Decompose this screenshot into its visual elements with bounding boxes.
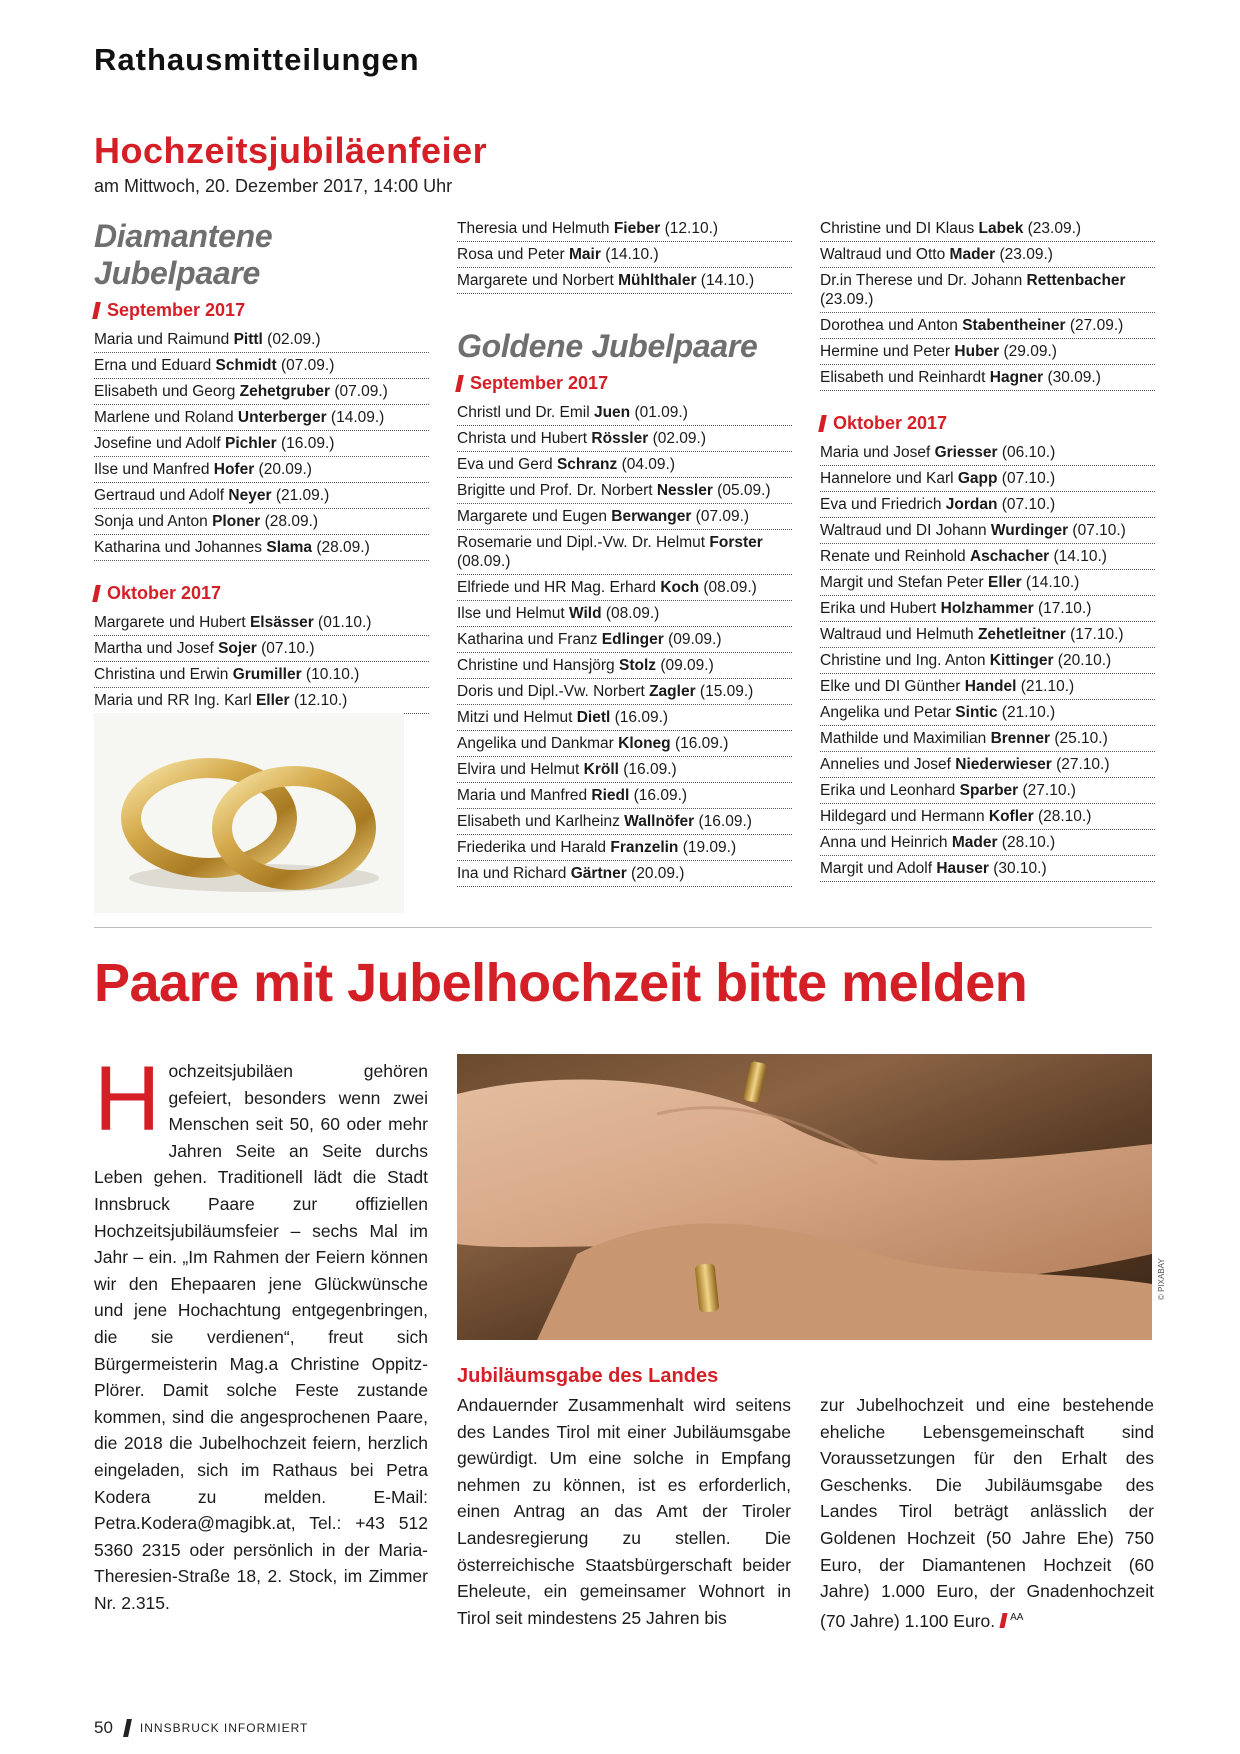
month-heading: September 2017 <box>457 373 792 394</box>
author-initials: AA <box>1010 1611 1024 1623</box>
article-title: Paare mit Jubelhochzeit bitte melden <box>94 953 1028 1013</box>
couple-entry: Rosa und Peter Mair (14.10.) <box>457 242 792 268</box>
couple-entry: Christine und Ing. Anton Kittinger (20.10.) <box>820 648 1155 674</box>
red-bar-icon <box>92 302 101 319</box>
column-middle <box>457 216 792 887</box>
couple-entry: Maria und RR Ing. Karl Eller (12.10.) <box>94 688 429 714</box>
page-footer <box>94 1718 308 1738</box>
section-label: Rathausmitteilungen <box>94 42 420 77</box>
couple-entry: Theresia und Helmuth Fieber (12.10.) <box>457 216 792 242</box>
couple-entry: Waltraud und Otto Mader (23.09.) <box>820 242 1155 268</box>
couple-entry: Elfriede und HR Mag. Erhard Koch (08.09.) <box>457 575 792 601</box>
couple-entry: Friederika und Harald Franzelin (19.09.) <box>457 835 792 861</box>
divider <box>94 927 1152 928</box>
article-body-mid: Andauernder Zusammenhalt wird seitens des Landes Tirol mit einer Jubiläumsgabe gewürdigt. Um eine solche in Empfang nehmen zu können, ist es erforderlich, einen Antrag an das Amt der Tiroler Landesregierung zu stellen. Die österreichische Staatsbürgerschaft beider Eheleute, ein gemeinsamer Wohnort in Tirol seit mindestens 25 Jahren bis <box>457 1395 791 1628</box>
couple-entry: Margit und Stefan Peter Eller (14.10.) <box>820 570 1155 596</box>
wedding-rings-icon <box>94 713 404 913</box>
footer-bar-icon <box>123 1719 132 1737</box>
couple-entry: Mathilde und Maximilian Brenner (25.10.) <box>820 726 1155 752</box>
couple-entry: Brigitte und Prof. Dr. Norbert Nessler (05.09.) <box>457 478 792 504</box>
couple-entry: Gertraud und Adolf Neyer (21.09.) <box>94 483 429 509</box>
couple-entry: Elvira und Helmut Kröll (16.09.) <box>457 757 792 783</box>
couple-entry: Annelies und Josef Niederwieser (27.10.) <box>820 752 1155 778</box>
couple-entry: Hildegard und Hermann Kofler (28.10.) <box>820 804 1155 830</box>
couple-entry: Maria und Raimund Pittl (02.09.) <box>94 327 429 353</box>
couple-entry: Dr.in Therese und Dr. Johann Rettenbacher (23.09.) <box>820 268 1155 313</box>
couple-list <box>820 440 1155 882</box>
article-text: zur Jubelhochzeit und eine bestehende eheliche Lebensgemeinschaft sind Voraussetzungen für den Erhalt des Geschenks. Die Jubiläumsgabe des Landes Tirol beträgt anlässlich der Goldenen Hochzeit (50 Jahre Ehe) 750 Euro, der Diamantenen Hochzeit (60 Jahre) 1.000 Euro, der Gnadenhochzeit (70 Jahre) 1.100 Euro. <box>820 1395 1154 1631</box>
couple-entry: Waltraud und DI Johann Wurdinger (07.10.) <box>820 518 1155 544</box>
couple-entry: Angelika und Petar Sintic (21.10.) <box>820 700 1155 726</box>
couple-entry: Christine und Hansjörg Stolz (09.09.) <box>457 653 792 679</box>
end-mark-icon <box>1000 1613 1008 1628</box>
hands-icon <box>457 1054 1152 1340</box>
golden-heading: Goldene Jubelpaare <box>457 328 758 364</box>
column-diamond <box>94 218 429 714</box>
article-body-left <box>94 1048 428 1616</box>
couple-entry: Eva und Gerd Schranz (04.09.) <box>457 452 792 478</box>
couple-entry: Margarete und Hubert Elsässer (01.10.) <box>94 610 429 636</box>
red-bar-icon <box>818 415 827 432</box>
couple-entry: Christa und Hubert Rössler (02.09.) <box>457 426 792 452</box>
couple-entry: Margarete und Eugen Berwanger (07.09.) <box>457 504 792 530</box>
couple-entry: Doris und Dipl.-Vw. Norbert Zagler (15.09.) <box>457 679 792 705</box>
month-heading: September 2017 <box>94 300 429 321</box>
couple-entry: Elisabeth und Reinhardt Hagner (30.09.) <box>820 365 1155 391</box>
red-bar-icon <box>92 585 101 602</box>
month-heading: Oktober 2017 <box>820 413 1155 434</box>
couple-entry: Angelika und Dankmar Kloneg (16.09.) <box>457 731 792 757</box>
dropcap: H <box>94 1048 161 1150</box>
wedding-rings-image <box>94 713 404 913</box>
couple-entry: Hannelore und Karl Gapp (07.10.) <box>820 466 1155 492</box>
couple-entry: Ilse und Manfred Hofer (20.09.) <box>94 457 429 483</box>
couple-entry: Elisabeth und Karlheinz Wallnöfer (16.09.) <box>457 809 792 835</box>
couple-entry: Hermine und Peter Huber (29.09.) <box>820 339 1155 365</box>
couple-entry: Christina und Erwin Grumiller (10.10.) <box>94 662 429 688</box>
article-subheading: Jubiläumsgabe des Landes <box>457 1365 719 1387</box>
couple-entry: Ina und Richard Gärtner (20.09.) <box>457 861 792 887</box>
couple-entry: Waltraud und Helmuth Zehetleitner (17.10.) <box>820 622 1155 648</box>
couple-entry: Erna und Eduard Schmidt (07.09.) <box>94 353 429 379</box>
article-text: ochzeitsjubiläen gehören gefeiert, besonders wenn zwei Menschen seit 50, 60 oder mehr Jahren Seite an Seite durchs Leben gehen. Traditionell lädt die Stadt Innsbruck Paare zur offiziellen Hochzeitsjubiläumsfeier – sechs Mal im Jahr – ein. „Im Rahmen der Feiern können wir den Ehepaaren jene Glückwünsche und jene Hochachtung entgegenbringen, die sie verdienen“, freut sich Bürgermeisterin Mag.a Christine Oppitz-Plörer. Damit solche Feste zustande kommen, sind die angesprochenen Paare, die 2018 die Jubelhochzeit feiern, herzlich eingeladen, sich im Rathaus bei Petra Kodera zu melden. E-Mail: Petra.Kodera@magibk.at, Tel.: +43 512 5360 2315 oder persönlich in der Maria-Theresien-Straße 18, 2. Stock, im Zimmer Nr. 2.315. <box>94 1061 428 1613</box>
diamond-heading: Diamantene Jubelpaare <box>94 218 273 291</box>
event-title: Hochzeitsjubiläenfeier <box>94 130 488 171</box>
couple-entry: Mitzi und Helmut Dietl (16.09.) <box>457 705 792 731</box>
couple-list <box>457 216 792 294</box>
couple-entry: Christine und DI Klaus Labek (23.09.) <box>820 216 1155 242</box>
couple-entry: Margit und Adolf Hauser (30.10.) <box>820 856 1155 882</box>
article-body-right <box>820 1392 1154 1634</box>
couple-list <box>94 327 429 561</box>
couple-entry: Maria und Josef Griesser (06.10.) <box>820 440 1155 466</box>
couple-entry: Sonja und Anton Ploner (28.09.) <box>94 509 429 535</box>
column-right <box>820 216 1155 882</box>
couple-entry: Martha und Josef Sojer (07.10.) <box>94 636 429 662</box>
month-heading: Oktober 2017 <box>94 583 429 604</box>
publication-name: INNSBRUCK INFORMIERT <box>139 1721 309 1735</box>
page-number: 50 <box>94 1718 113 1737</box>
couple-entry: Elke und DI Günther Handel (21.10.) <box>820 674 1155 700</box>
hands-photo <box>457 1054 1152 1340</box>
couple-entry: Dorothea und Anton Stabentheiner (27.09.) <box>820 313 1155 339</box>
couple-entry: Erika und Hubert Holzhammer (17.10.) <box>820 596 1155 622</box>
couple-entry: Ilse und Helmut Wild (08.09.) <box>457 601 792 627</box>
couple-list <box>820 216 1155 391</box>
couple-entry: Marlene und Roland Unterberger (14.09.) <box>94 405 429 431</box>
couple-entry: Rosemarie und Dipl.-Vw. Dr. Helmut Forster (08.09.) <box>457 530 792 575</box>
couple-entry: Renate und Reinhold Aschacher (14.10.) <box>820 544 1155 570</box>
couple-list <box>457 400 792 887</box>
couple-entry: Margarete und Norbert Mühlthaler (14.10.) <box>457 268 792 294</box>
couple-entry: Josefine und Adolf Pichler (16.09.) <box>94 431 429 457</box>
couple-entry: Eva und Friedrich Jordan (07.10.) <box>820 492 1155 518</box>
couple-entry: Anna und Heinrich Mader (28.10.) <box>820 830 1155 856</box>
couple-entry: Katharina und Johannes Slama (28.09.) <box>94 535 429 561</box>
couple-entry: Elisabeth und Georg Zehetgruber (07.09.) <box>94 379 429 405</box>
red-bar-icon <box>455 375 464 392</box>
couple-list <box>94 610 429 714</box>
couple-entry: Maria und Manfred Riedl (16.09.) <box>457 783 792 809</box>
couple-entry: Christl und Dr. Emil Juen (01.09.) <box>457 400 792 426</box>
couple-entry: Katharina und Franz Edlinger (09.09.) <box>457 627 792 653</box>
couple-entry: Erika und Leonhard Sparber (27.10.) <box>820 778 1155 804</box>
photo-credit: © PIXABAY <box>1157 1258 1166 1300</box>
event-date: am Mittwoch, 20. Dezember 2017, 14:00 Uhr <box>94 176 453 196</box>
